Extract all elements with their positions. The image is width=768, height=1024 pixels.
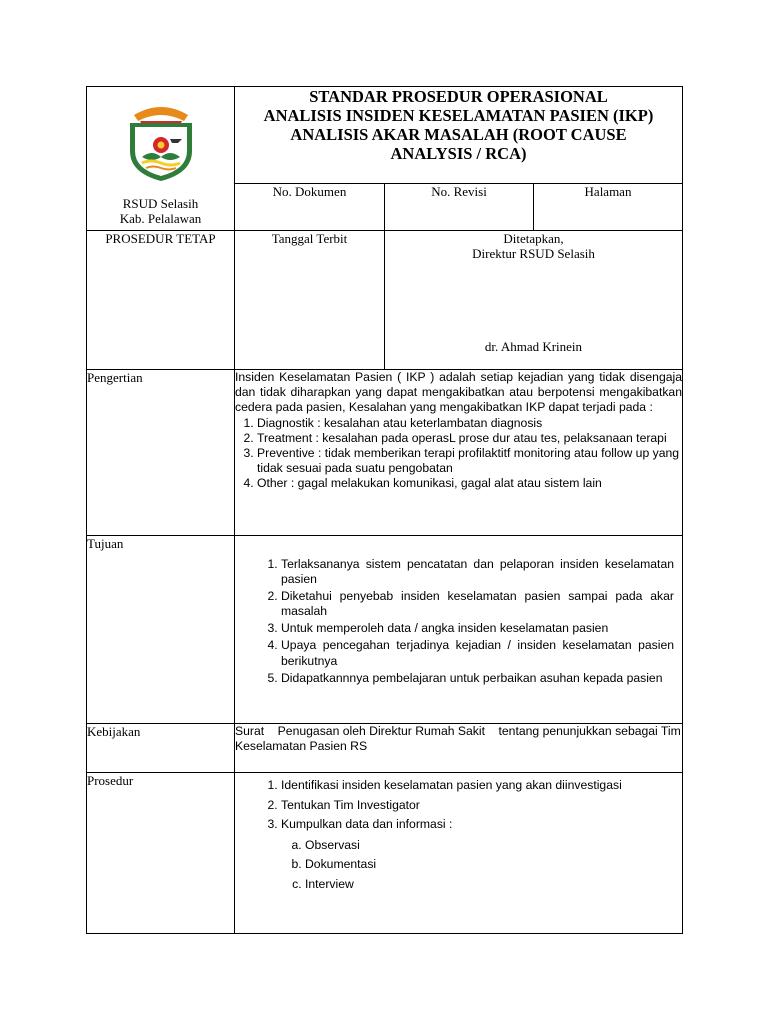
org-name: RSUD Selasih [122,196,199,211]
list-item: 4. Other : gagal melakukan komunikasi, gagal alat atau sistem lain [257,476,682,491]
pengertian-intro: Insiden Keselamatan Pasien ( IKP ) adalah setiap kejadian yang tidak disengaja dan tidak diharapkan yang dapat mengakibatkan atau berpotensi mengakibatkan cedera pada pasien, Kesalahan yang mengakibatkan IKP dapat terjadi pada : [235,370,682,415]
list-item: 4. Upaya pencegahan terjadinya kejadian / insiden keselamatan pasien berikutnya [281,638,674,668]
list-item: 3. Preventive : tidak memberikan terapi profilaktitf monitoring atau follow up yang tidak sesuai pada suatu pengobatan [257,446,682,476]
list-item: 1. Diagnostik : kesalahan atau keterlambatan diagnosis [257,416,682,431]
no-revisi-cell [385,184,534,231]
list-item: 3. Untuk memperoleh data / angka insiden keselamatan pasien [281,621,674,636]
list-item [281,817,682,892]
prosedur-tetap-cell [87,231,235,370]
ditetapkan-label: Ditetapkan, [503,231,564,246]
sop-document-table [86,86,683,934]
prosedur-label: Prosedur [87,773,134,788]
sub-list-item: a. Observasi [305,838,682,853]
no-revisi-label: No. Revisi [431,184,487,199]
direktur-label: Direktur RSUD Selasih [472,246,595,261]
document-title [235,87,683,184]
signatory-name: dr. Ahmad Krinein [484,339,583,354]
rsud-selasih-logo-icon [122,101,200,183]
pengertian-list [235,416,682,492]
kebijakan-text: Surat Penugasan oleh Direktur Rumah Sakit tentang penunjukkan sebagai Tim Keselamatan Pasien RS [235,724,685,754]
tanggal-terbit-cell [235,231,385,370]
logo-cell [87,87,235,231]
tujuan-content [235,536,683,724]
list-item: 2. Diketahui penyebab insiden keselamatan pasien sampai pada akar masalah [281,589,674,619]
prosedur-label-cell [87,773,235,934]
list-item: 2. Treatment : kesalahan pada operasL prose dur atau tes, pelaksanaan terapi [257,431,682,446]
kebijakan-label: Kebijakan [87,724,141,739]
title-line-4: ANALYSIS / RCA) [390,144,527,163]
org-region: Kab. Pelalawan [119,211,202,226]
title-line-3: ANALISIS AKAR MASALAH (ROOT CAUSE [290,125,627,144]
prosedur-list [235,778,682,892]
tujuan-label-cell [87,536,235,724]
list-item-text: Kumpulkan data dan informasi : [281,817,453,832]
list-item: 1. Identifikasi insiden keselamatan pasien yang akan diinvestigasi [281,778,682,793]
kebijakan-label-cell [87,724,235,773]
tujuan-label: Tujuan [87,536,124,551]
prosedur-sub-list [281,838,682,893]
sub-list-item: b. Dokumentasi [305,857,682,872]
pengertian-content [235,370,683,536]
no-dokumen-cell [235,184,385,231]
title-line-2: ANALISIS INSIDEN KESELAMATAN PASIEN (IKP) [263,106,654,125]
list-item: 5. Didapatkannnya pembelajaran untuk perbaikan asuhan kepada pasien [281,671,674,686]
prosedur-content [235,773,683,934]
halaman-label: Halaman [584,184,632,199]
kebijakan-content [235,724,683,773]
list-item: 1. Terlaksananya sistem pencatatan dan pelaporan insiden keselamatan pasien [281,557,674,587]
tanggal-terbit-label: Tanggal Terbit [271,231,348,246]
sub-list-item: c. Interview [305,877,682,892]
pengertian-label: Pengertian [87,370,143,385]
prosedur-tetap-label: PROSEDUR TETAP [105,231,216,246]
title-line-1: STANDAR PROSEDUR OPERASIONAL [309,87,608,106]
halaman-cell [534,184,683,231]
pengertian-label-cell [87,370,235,536]
no-dokumen-label: No. Dokumen [272,184,347,199]
tujuan-list [235,557,674,686]
ditetapkan-cell [385,231,683,370]
list-item: 2. Tentukan Tim Investigator [281,798,682,813]
